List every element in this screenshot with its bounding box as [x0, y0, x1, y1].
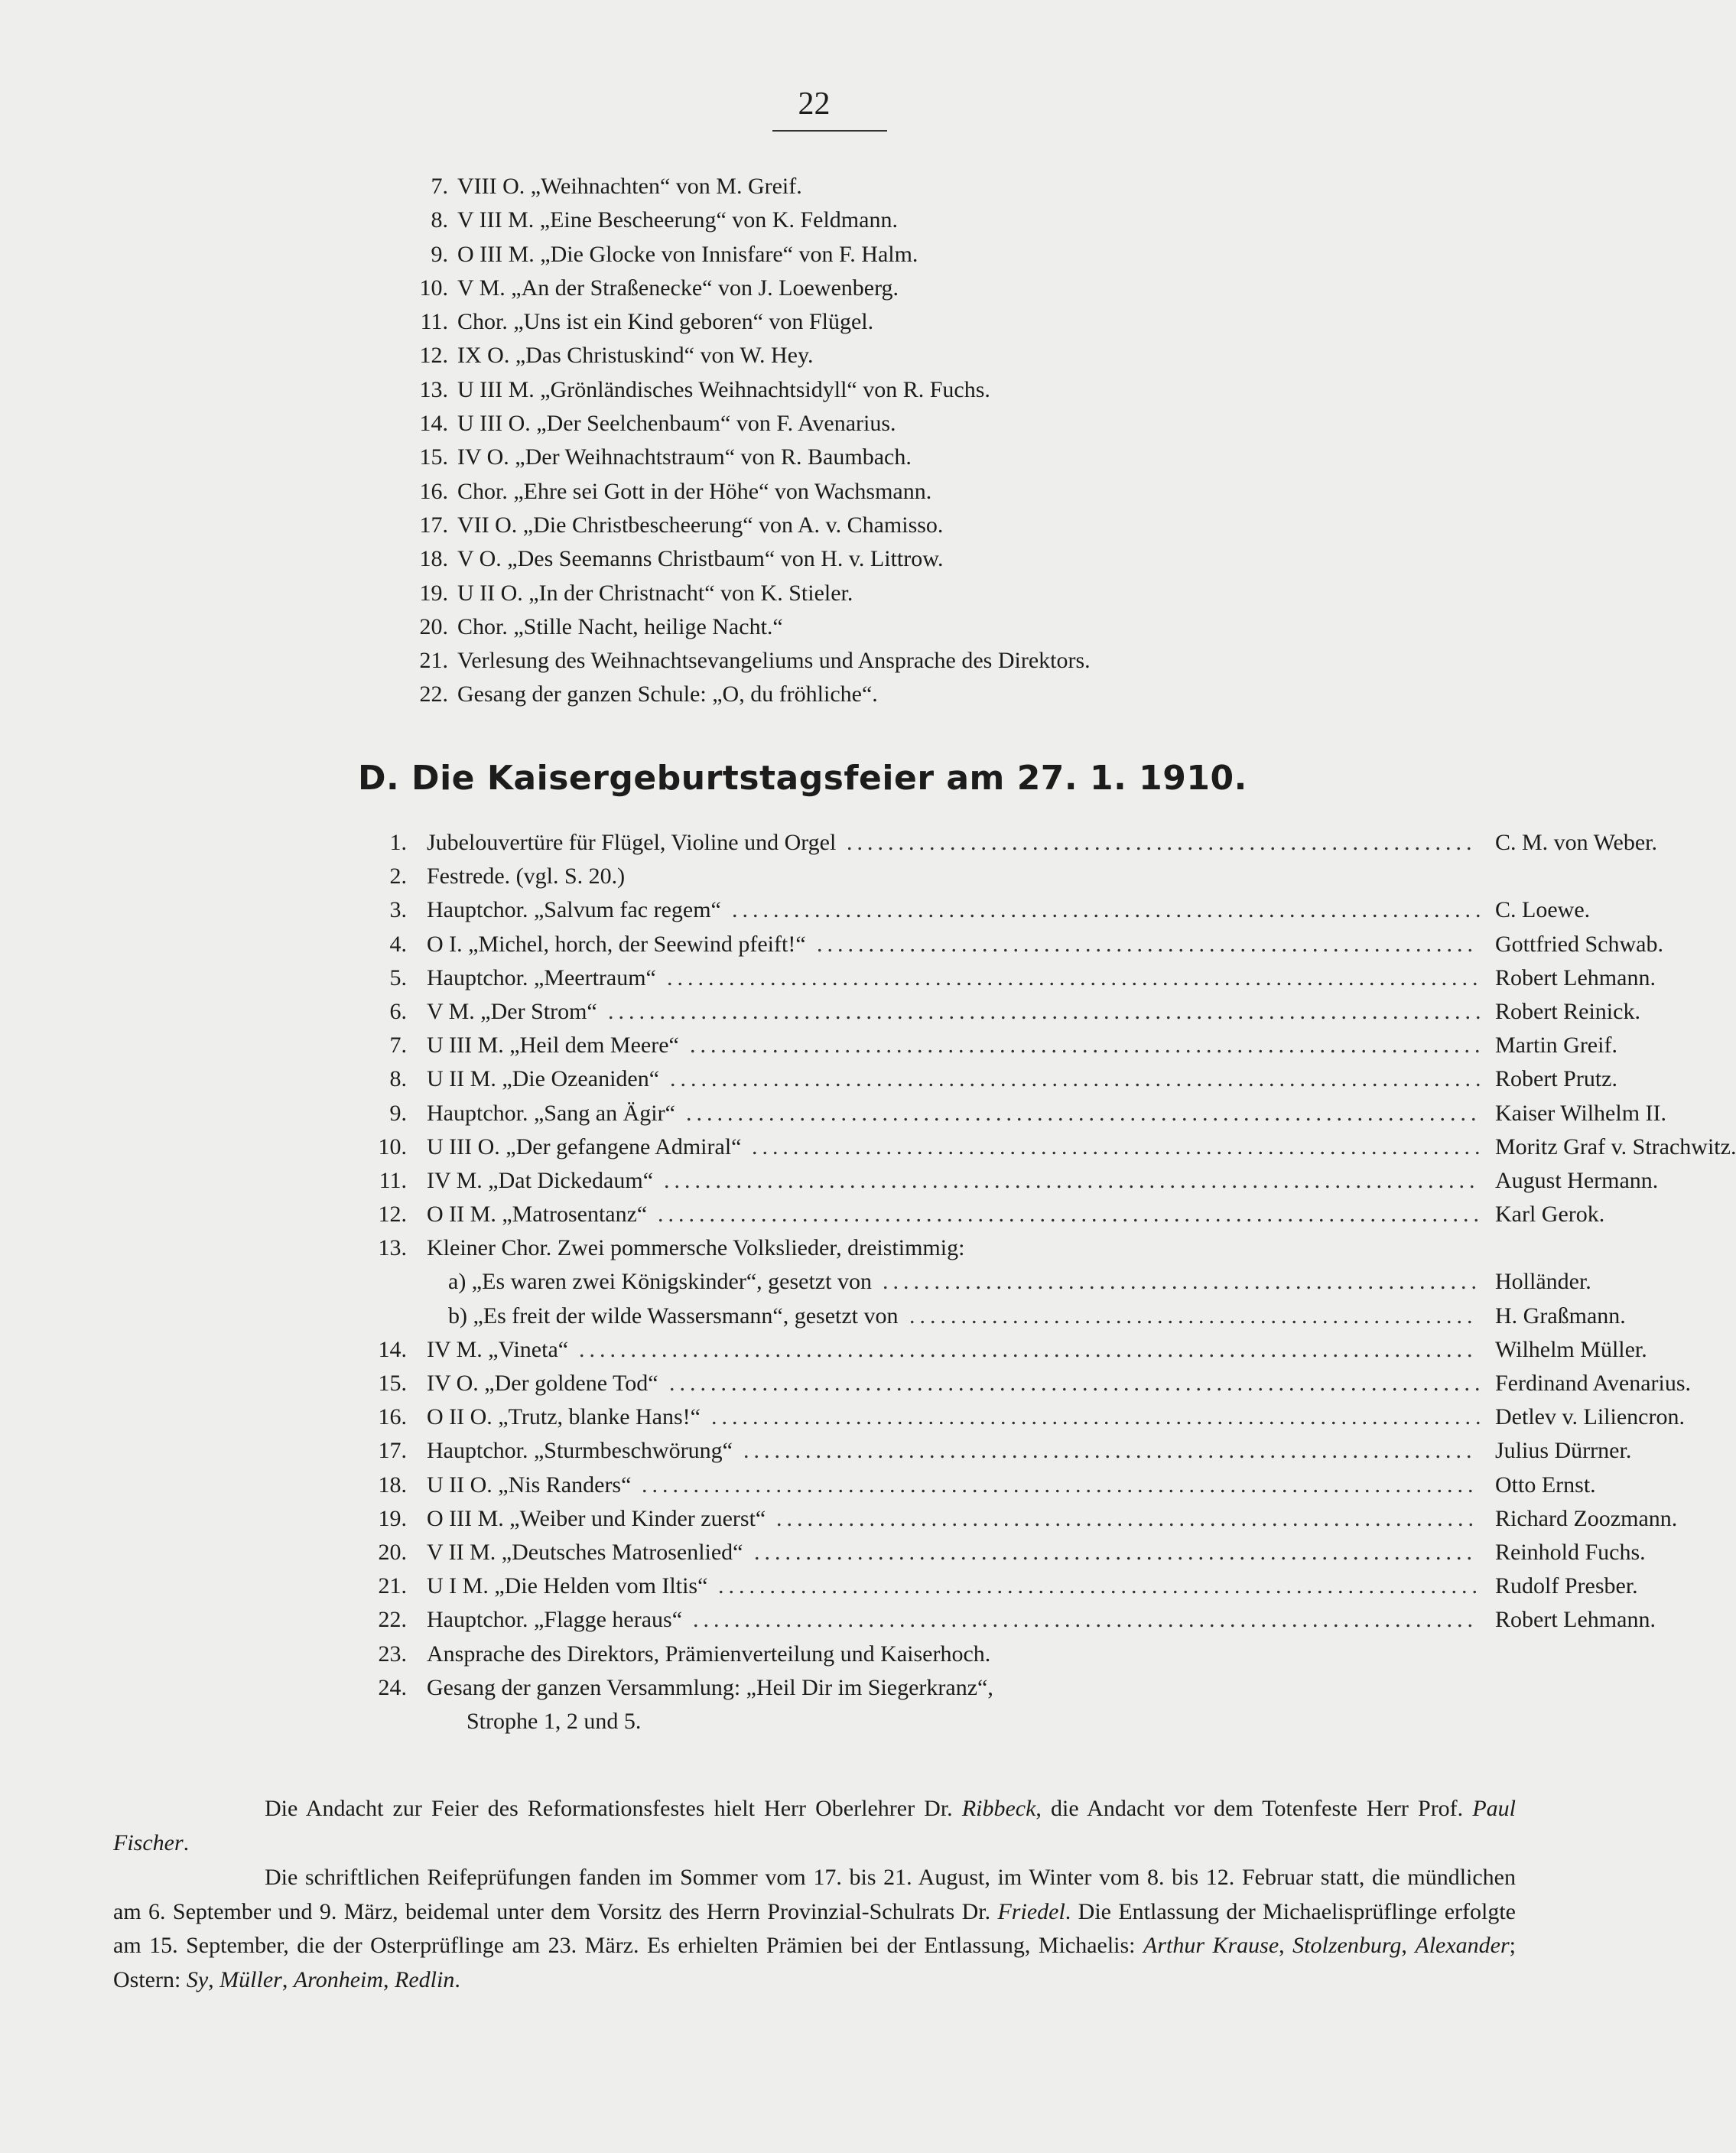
page-number-rule	[772, 130, 887, 132]
item-title: Hauptchor. „Salvum fac regem“	[427, 897, 721, 923]
person-name: Friedel	[997, 1898, 1065, 1924]
list-item	[405, 610, 1091, 644]
person-name: Müller	[219, 1966, 282, 1992]
person-name: Paul Fischer	[113, 1796, 1516, 1855]
text-span: Die schriftlichen Reifeprüfungen fanden im Sommer vom 17. bis 21. August, im Winter vom 8. bis 12. Februar statt, die mündlichen am 6. September und 9. März, beidemal unter dem Vorsitz des Herrn Provinzial-Schulrats Dr.	[113, 1865, 1516, 1924]
text-span: .	[183, 1829, 190, 1855]
item-number: 20.	[378, 1539, 407, 1565]
item-number: 8.	[431, 207, 448, 233]
dot-leader: ................................................................................	[658, 1202, 1484, 1228]
person-name: Alexander	[1415, 1933, 1510, 1958]
item-number: 14.	[378, 1336, 407, 1362]
item-number: 16.	[378, 1404, 407, 1430]
dot-leader: .............................................................................	[690, 1033, 1485, 1059]
text-span: Die Andacht zur Feier des Reformationsfestes hielt Herr Oberlehrer Dr.	[265, 1796, 962, 1821]
item-text: V M. „An der Straßenecke“ von J. Loewenberg.	[457, 275, 899, 301]
item-number: 12.	[419, 343, 448, 369]
list-item	[405, 678, 1091, 711]
item-title: Hauptchor. „Flagge heraus“	[427, 1607, 683, 1633]
item-title: Kleiner Chor. Zwei pommersche Volkslieder, dreistimmig:	[427, 1235, 965, 1261]
item-text: U III M. „Grönländisches Weihnachtsidyll“ von R. Fuchs.	[457, 376, 990, 402]
dot-leader: ..........................................................................	[718, 1573, 1482, 1599]
dot-leader: .................................................................................	[642, 1472, 1478, 1498]
text-span: ,	[383, 1966, 395, 1992]
item-title: Hauptchor. „Sturmbeschwörung“	[427, 1438, 733, 1464]
item-title: U III M. „Heil dem Meere“	[427, 1033, 679, 1059]
person-name: Stolzenburg	[1292, 1933, 1402, 1958]
item-number: 15.	[378, 1371, 407, 1396]
list-item	[405, 203, 1091, 237]
item-text: VII O. „Die Christbescheerung“ von A. v. Chamisso.	[457, 512, 944, 538]
item-author: August Hermann.	[1495, 1167, 1659, 1193]
item-title: U II M. „Die Ozeaniden“	[427, 1066, 660, 1092]
item-text: Gesang der ganzen Schule: „O, du fröhliche“.	[457, 681, 878, 707]
item-number: 15.	[419, 444, 448, 470]
item-title: IV M. „Vineta“	[427, 1336, 569, 1362]
item-title: U II O. „Nis Randers“	[427, 1472, 632, 1498]
item-text: IV O. „Der Weihnachtstraum“ von R. Baumbach.	[457, 444, 912, 470]
item-number: 22.	[419, 681, 448, 707]
text-span: .	[454, 1966, 460, 1992]
person-name: Arthur Krause	[1143, 1933, 1279, 1958]
text-span: ,	[1279, 1933, 1293, 1958]
dot-leader: ............................................................................	[693, 1607, 1478, 1633]
item-title: O III M. „Weiber und Kinder zuerst“	[427, 1505, 766, 1531]
item-author: Robert Prutz.	[1495, 1066, 1617, 1092]
item-author: Detlev v. Liliencron.	[1495, 1404, 1685, 1430]
section-heading-kaisergeburtstag: D. Die Kaisergeburtstagsfeier am 27. 1. 1910.	[358, 759, 1247, 798]
item-text: IX O. „Das Christuskind“ von W. Hey.	[457, 343, 814, 369]
text-span: ,	[208, 1966, 220, 1992]
dot-leader: ..........................................................	[883, 1269, 1481, 1295]
item-number: 17.	[378, 1438, 407, 1464]
dot-leader: ...............................................................................	[669, 1371, 1485, 1396]
person-name: Redlin	[395, 1966, 455, 1992]
item-number: 1.	[389, 830, 407, 855]
item-title: Gesang der ganzen Versammlung: „Heil Dir im Siegerkranz“,	[427, 1674, 993, 1700]
item-author: Robert Reinick.	[1495, 998, 1640, 1024]
item-number: 4.	[389, 931, 407, 957]
text-span: ,	[1401, 1933, 1416, 1958]
item-title: Festrede. (vgl. S. 20.)	[427, 863, 626, 889]
dot-leader: .......................................................................	[743, 1438, 1477, 1464]
dot-leader: ...............................................................................	[664, 1167, 1480, 1193]
item-title: Strophe 1, 2 und 5.	[467, 1708, 642, 1734]
item-number: 23.	[378, 1641, 407, 1667]
item-number: 13.	[378, 1235, 407, 1261]
dot-leader: .......................................................	[909, 1303, 1478, 1329]
item-number: 2.	[389, 863, 407, 889]
list-item	[405, 509, 1091, 542]
item-title: O I. „Michel, horch, der Seewind pfeift!“	[427, 931, 806, 957]
item-text: O III M. „Die Glocke von Innisfare“ von F. Halm.	[457, 241, 918, 267]
christmas-program-list	[405, 170, 1091, 712]
list-item	[405, 238, 1091, 272]
list-item	[405, 339, 1091, 372]
item-number: 6.	[389, 998, 407, 1024]
dot-leader: .............................................................................	[686, 1100, 1481, 1126]
item-number: 22.	[378, 1607, 407, 1633]
item-number: 9.	[431, 241, 448, 267]
text-span: ; Ostern:	[113, 1933, 1516, 1992]
item-number: 12.	[378, 1202, 407, 1228]
text-span: . Die Entlassung der Michaelisprüflinge erfolgte am 15. September, die der Osterprüflinge am 23. März. Es erhielten Prämien bei der Entlassung, Michaelis:	[113, 1898, 1516, 1958]
item-title: O II M. „Matrosentanz“	[427, 1202, 648, 1228]
item-author: Kaiser Wilhelm II.	[1495, 1100, 1667, 1126]
item-number: 3.	[389, 897, 407, 923]
item-title: b) „Es freit der wilde Wassersmann“, gesetzt von	[448, 1303, 899, 1329]
list-item	[405, 373, 1091, 407]
item-title: Jubelouvertüre für Flügel, Violine und Orgel	[427, 830, 837, 855]
dot-leader: .......................................................................................	[579, 1336, 1478, 1362]
paragraph-reifepruefungen	[113, 1861, 1516, 1997]
person-name: Ribbeck	[961, 1796, 1036, 1821]
item-number: 8.	[389, 1066, 407, 1092]
list-item	[405, 644, 1091, 678]
dot-leader: ................................................................	[817, 931, 1478, 957]
item-text: V O. „Des Seemanns Christbaum“ von H. v. Littrow.	[457, 546, 944, 572]
dot-leader: ...............................................................................	[667, 964, 1483, 990]
item-title: Hauptchor. „Meertraum“	[427, 964, 656, 990]
item-number: 11.	[379, 1167, 407, 1193]
paragraph-andacht	[113, 1792, 1516, 1860]
item-text: Chor. „Uns ist ein Kind geboren“ von Flügel.	[457, 309, 874, 335]
item-title: Ansprache des Direktors, Prämienverteilung und Kaiserhoch.	[427, 1641, 991, 1667]
item-number: 19.	[378, 1505, 407, 1531]
item-author: Martin Greif.	[1495, 1033, 1617, 1059]
item-number: 5.	[389, 964, 407, 990]
item-author: Holländer.	[1495, 1269, 1591, 1295]
dot-leader: .......................................................................	[752, 1133, 1485, 1159]
item-title: V II M. „Deutsches Matrosenlied“	[427, 1539, 743, 1565]
item-author: C. Loewe.	[1495, 897, 1591, 923]
item-number: 17.	[419, 512, 448, 538]
item-text: U III O. „Der Seelchenbaum“ von F. Avenarius.	[457, 411, 896, 437]
dot-leader: ....................................................................	[776, 1505, 1478, 1531]
item-title: V M. „Der Strom“	[427, 998, 597, 1024]
item-author: C. M. von Weber.	[1495, 830, 1658, 855]
list-item	[405, 542, 1091, 576]
item-author: Robert Lehmann.	[1495, 964, 1656, 990]
item-author: Otto Ernst.	[1495, 1472, 1596, 1498]
dot-leader: ......................................................................	[754, 1539, 1477, 1565]
item-text: Verlesung des Weihnachtsevangeliums und Ansprache des Direktors.	[457, 648, 1091, 674]
item-number: 16.	[419, 478, 448, 504]
item-title: a) „Es waren zwei Königskinder“, gesetzt von	[448, 1269, 872, 1295]
item-title: IV M. „Dat Dickedaum“	[427, 1167, 654, 1193]
item-number: 11.	[420, 309, 448, 335]
list-item	[405, 272, 1091, 305]
list-item	[405, 170, 1091, 203]
item-author: Rudolf Presber.	[1495, 1573, 1638, 1599]
dot-leader: ...........................................................................	[711, 1404, 1486, 1430]
text-span: , die Andacht vor dem Totenfeste Herr Prof.	[1035, 1796, 1473, 1821]
item-author: Ferdinand Avenarius.	[1495, 1371, 1692, 1396]
item-number: 13.	[419, 376, 448, 402]
item-text: V III M. „Eine Bescheerung“ von K. Feldmann.	[457, 207, 898, 233]
item-number: 19.	[419, 580, 448, 606]
item-number: 20.	[419, 613, 448, 639]
item-title: IV O. „Der goldene Tod“	[427, 1371, 658, 1396]
item-author: Richard Zoozmann.	[1495, 1505, 1678, 1531]
item-title: Hauptchor. „Sang an Ägir“	[427, 1100, 675, 1126]
item-author: Wilhelm Müller.	[1495, 1336, 1647, 1362]
item-number: 18.	[419, 546, 448, 572]
page-number: 22	[798, 86, 831, 122]
item-author: H. Graßmann.	[1495, 1303, 1626, 1329]
item-number: 21.	[378, 1573, 407, 1599]
list-item	[405, 407, 1091, 441]
item-title: O II O. „Trutz, blanke Hans!“	[427, 1404, 701, 1430]
list-item	[405, 475, 1091, 509]
item-title: U III O. „Der gefangene Admiral“	[427, 1133, 742, 1159]
list-item	[405, 441, 1091, 474]
item-author: Julius Dürrner.	[1495, 1438, 1632, 1464]
item-number: 9.	[389, 1100, 407, 1126]
item-number: 18.	[378, 1472, 407, 1498]
item-text: Chor. „Stille Nacht, heilige Nacht.“	[457, 613, 783, 639]
item-number: 7.	[431, 174, 448, 199]
item-author: Robert Lehmann.	[1495, 1607, 1656, 1633]
list-item	[405, 305, 1091, 339]
list-item	[405, 577, 1091, 610]
dot-leader: .....................................................................................	[608, 998, 1486, 1024]
item-number: 24.	[378, 1674, 407, 1700]
item-author: Moritz Graf v. Strachwitz.	[1495, 1133, 1736, 1159]
person-name: Sy	[186, 1966, 209, 1992]
dot-leader: ...............................................................................	[670, 1066, 1486, 1092]
item-text: VIII O. „Weihnachten“ von M. Greif.	[457, 174, 802, 199]
item-text: Chor. „Ehre sei Gott in der Höhe“ von Wachsmann.	[457, 478, 932, 504]
item-author: Gottfried Schwab.	[1495, 931, 1663, 957]
item-author: Reinhold Fuchs.	[1495, 1539, 1646, 1565]
item-number: 10.	[419, 275, 448, 301]
item-number: 21.	[419, 648, 448, 674]
person-name: Aronheim	[293, 1966, 384, 1992]
item-number: 14.	[419, 411, 448, 437]
item-title: U I M. „Die Helden vom Iltis“	[427, 1573, 708, 1599]
dot-leader: .........................................................................	[732, 897, 1486, 923]
item-number: 10.	[378, 1133, 407, 1159]
item-number: 7.	[389, 1033, 407, 1059]
dot-leader: .............................................................	[847, 830, 1477, 855]
item-text: U II O. „In der Christnacht“ von K. Stieler.	[457, 580, 853, 606]
text-span: ,	[281, 1966, 294, 1992]
item-author: Karl Gerok.	[1495, 1202, 1605, 1228]
